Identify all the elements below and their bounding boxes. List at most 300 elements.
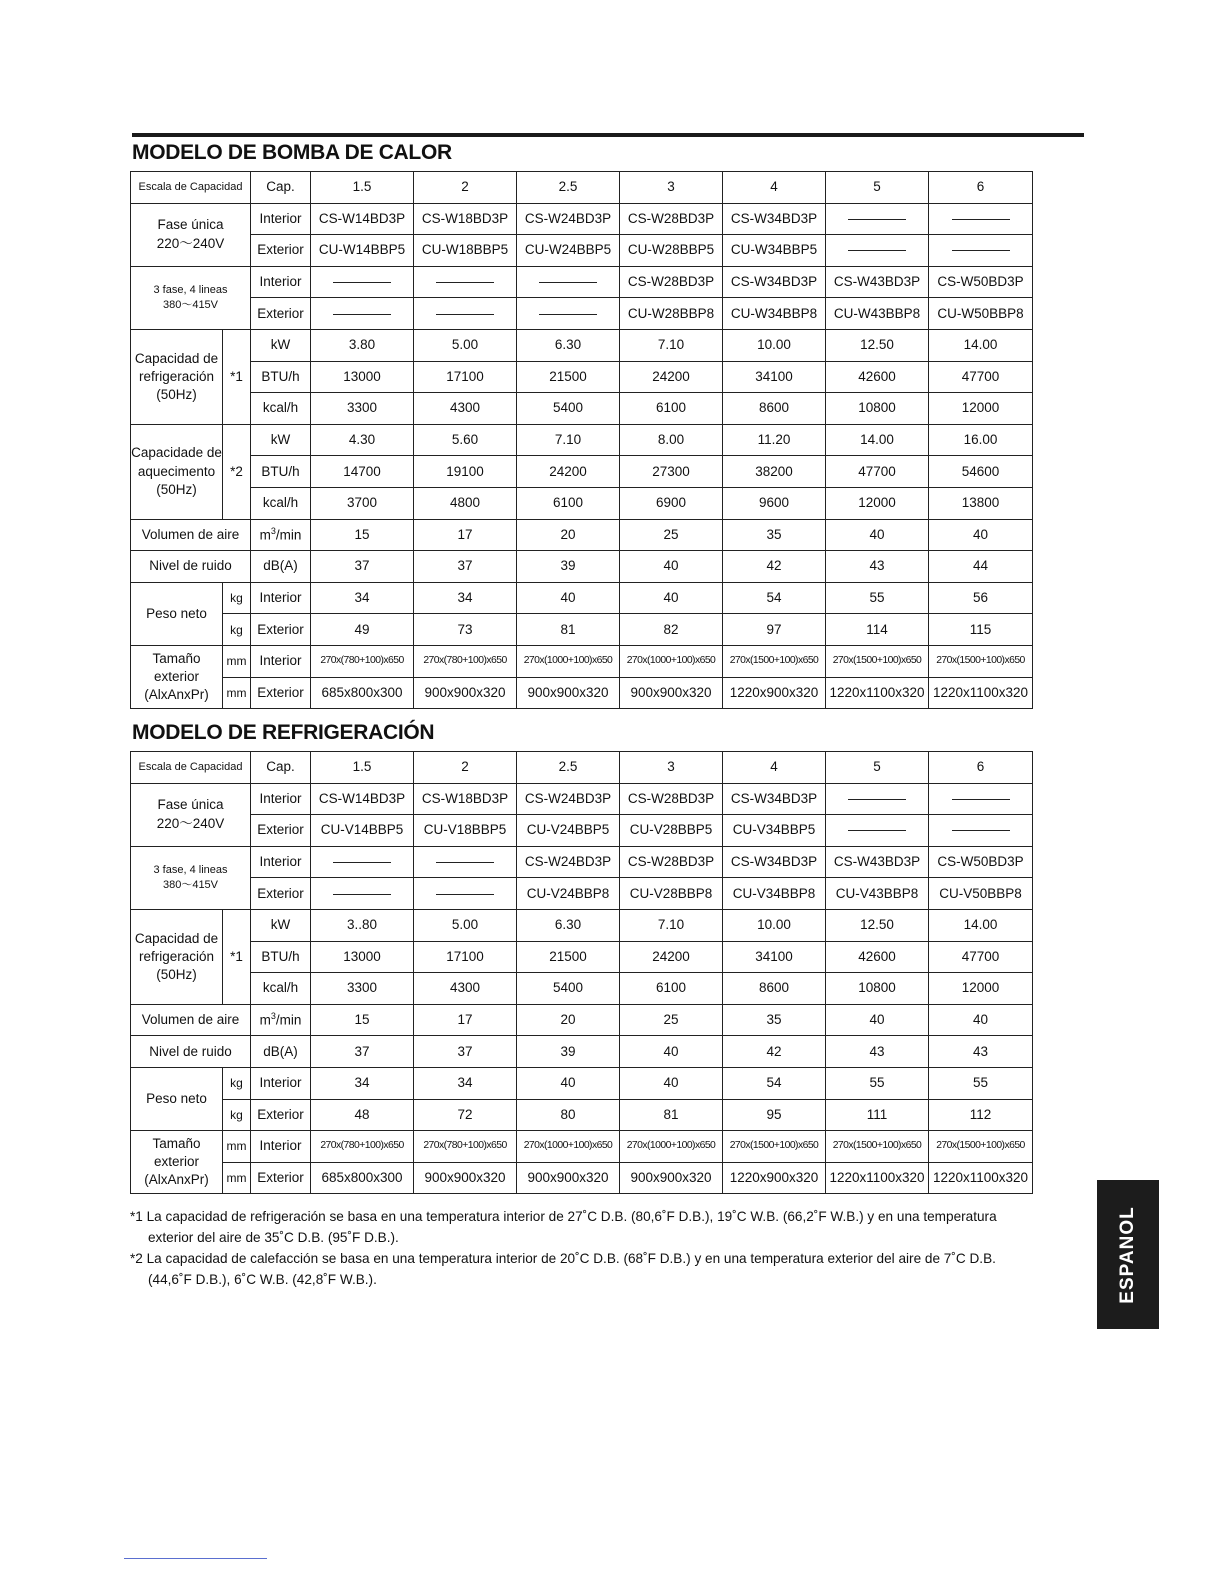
value-cell: CS-W24BD3P — [517, 846, 620, 878]
value-cell: 111 — [826, 1099, 929, 1131]
value-cell: 44 — [929, 551, 1033, 583]
air-volume-label: Volumen de aire — [131, 1004, 251, 1036]
value-cell: 14700 — [311, 456, 414, 488]
value-cell: CU-W14BBP5 — [311, 235, 414, 267]
value-cell: 81 — [620, 1099, 723, 1131]
table-row — [131, 1099, 1033, 1131]
footnote-1-line2: exterior del aire de 35˚C D.B. (95˚F D.B.). — [148, 1230, 399, 1245]
size-label-line1: Tamaño — [152, 650, 201, 666]
value-cell: 34 — [311, 582, 414, 614]
value-cell: CS-W50BD3P — [929, 846, 1033, 878]
dash-line — [848, 219, 906, 220]
value-cell: 54600 — [929, 456, 1033, 488]
value-cell: 270x(1000+100)x650 — [517, 1131, 620, 1163]
heat-pump-title: MODELO DE BOMBA DE CALOR — [132, 141, 452, 164]
dash-line — [436, 314, 494, 315]
value-cell: 1220x900x320 — [723, 1162, 826, 1194]
heating-label-line1: Capacidade de — [131, 445, 222, 461]
value-cell: 40 — [620, 582, 723, 614]
value-cell: 900x900x320 — [414, 1162, 517, 1194]
table-row — [131, 1162, 1033, 1194]
dash-line — [952, 219, 1010, 220]
value-cell: 82 — [620, 614, 723, 646]
cooling-only-spec-table — [130, 751, 1033, 1194]
exterior-label: Exterior — [251, 815, 311, 847]
empty-cell — [517, 298, 620, 330]
exterior-label: Exterior — [251, 614, 311, 646]
value-cell: CS-W24BD3P — [517, 783, 620, 815]
interior-label: Interior — [251, 266, 311, 298]
cap-label: Cap. — [251, 172, 311, 204]
value-cell: 47700 — [826, 456, 929, 488]
value-cell: CS-W14BD3P — [311, 203, 414, 235]
value-cell: 3.80 — [311, 329, 414, 361]
value-cell: 13800 — [929, 487, 1033, 519]
value-cell: 21500 — [517, 941, 620, 973]
cap-label: Cap. — [251, 752, 311, 784]
value-cell: CS-W43BD3P — [826, 266, 929, 298]
footnote-2-line1: *2 La capacidad de calefacción se basa en una temperatura interior de 20˚C D.B. (68˚F D.B.) y en una temperatura exterior del aire de 7˚C D.B. — [130, 1251, 996, 1266]
value-cell: 34 — [414, 582, 517, 614]
table-row — [131, 973, 1033, 1005]
value-cell: 37 — [311, 1036, 414, 1068]
exterior-label: Exterior — [251, 1162, 311, 1194]
value-cell: CU-W24BBP5 — [517, 235, 620, 267]
unit-label: kcal/h — [251, 487, 311, 519]
size-label-line3: (AlxAnxPr) — [144, 687, 209, 703]
value-cell: 54 — [723, 582, 826, 614]
value-cell: 55 — [826, 582, 929, 614]
unit-label: kW — [251, 909, 311, 941]
unit-label: kW — [251, 329, 311, 361]
empty-cell — [929, 203, 1033, 235]
dash-line — [952, 250, 1010, 251]
size-label-line3: (AlxAnxPr) — [144, 1172, 209, 1188]
value-cell: 900x900x320 — [620, 1162, 723, 1194]
value-cell: CU-W50BBP8 — [929, 298, 1033, 330]
table-row — [131, 614, 1033, 646]
capacity-value: 5 — [826, 172, 929, 204]
interior-label: Interior — [251, 1067, 311, 1099]
single-phase-line2: 220～240V — [156, 235, 225, 251]
air-unit-rest: /min — [275, 1012, 302, 1028]
value-cell: 72 — [414, 1099, 517, 1131]
empty-cell — [414, 878, 517, 910]
value-cell: 40 — [620, 551, 723, 583]
kg-unit: kg — [223, 1099, 251, 1131]
noise-unit: dB(A) — [251, 1036, 311, 1068]
capacity-scale-label: Escala de Capacidad — [131, 172, 251, 204]
value-cell: 270x(780+100)x650 — [414, 645, 517, 677]
exterior-label: Exterior — [251, 677, 311, 709]
value-cell: CU-V34BBP5 — [723, 815, 826, 847]
table-row — [131, 235, 1033, 267]
value-cell: 34 — [414, 1067, 517, 1099]
single-phase-line2: 220～240V — [156, 815, 225, 831]
value-cell: 685x800x300 — [311, 1162, 414, 1194]
capacity-value: 1.5 — [311, 172, 414, 204]
air-unit-base: m — [259, 1012, 271, 1028]
value-cell: 34100 — [723, 941, 826, 973]
value-cell: 270x(1000+100)x650 — [620, 645, 723, 677]
value-cell: 12000 — [929, 393, 1033, 425]
value-cell: 270x(1500+100)x650 — [929, 645, 1033, 677]
size-label-line2: exterior — [153, 668, 199, 684]
value-cell: 39 — [517, 1036, 620, 1068]
dash-line — [333, 314, 391, 315]
capacity-value: 2.5 — [517, 172, 620, 204]
outer-size-label — [131, 1131, 223, 1194]
table-row — [131, 1067, 1033, 1099]
value-cell: 14.00 — [826, 424, 929, 456]
three-phase-label — [131, 846, 251, 909]
value-cell: 12000 — [929, 973, 1033, 1005]
value-cell: 80 — [517, 1099, 620, 1131]
value-cell: CU-V50BBP8 — [929, 878, 1033, 910]
value-cell: CS-W24BD3P — [517, 203, 620, 235]
value-cell: CS-W34BD3P — [723, 846, 826, 878]
table-row — [131, 519, 1033, 551]
net-weight-label: Peso neto — [131, 582, 223, 645]
value-cell: CU-W28BBP5 — [620, 235, 723, 267]
value-cell: CU-V43BBP8 — [826, 878, 929, 910]
value-cell: 17 — [414, 519, 517, 551]
cooling-label-line3: (50Hz) — [156, 386, 197, 402]
heating-footnote-mark: *2 — [223, 424, 251, 519]
value-cell: 43 — [826, 1036, 929, 1068]
heating-capacity-label — [131, 424, 223, 519]
value-cell: CU-W34BBP8 — [723, 298, 826, 330]
value-cell: 97 — [723, 614, 826, 646]
value-cell: 112 — [929, 1099, 1033, 1131]
value-cell: 14.00 — [929, 329, 1033, 361]
value-cell: 270x(780+100)x650 — [414, 1131, 517, 1163]
value-cell: CS-W28BD3P — [620, 266, 723, 298]
value-cell: 10.00 — [723, 909, 826, 941]
table-row — [131, 878, 1033, 910]
value-cell: CU-W18BBP5 — [414, 235, 517, 267]
value-cell: 37 — [414, 1036, 517, 1068]
value-cell: 42600 — [826, 361, 929, 393]
value-cell: 15 — [311, 1004, 414, 1036]
interior-label: Interior — [251, 203, 311, 235]
dash-line — [436, 894, 494, 895]
value-cell: 20 — [517, 1004, 620, 1036]
value-cell: CU-V24BBP8 — [517, 878, 620, 910]
value-cell: 13000 — [311, 941, 414, 973]
value-cell: 270x(1500+100)x650 — [826, 1131, 929, 1163]
unit-label: kcal/h — [251, 973, 311, 1005]
empty-cell — [311, 266, 414, 298]
table-row — [131, 909, 1033, 941]
air-unit-sup: 3 — [270, 525, 276, 536]
three-phase-line1: 3 fase, 4 lineas — [153, 284, 228, 297]
value-cell: 19100 — [414, 456, 517, 488]
value-cell: 40 — [929, 1004, 1033, 1036]
air-unit-base: m — [259, 527, 271, 543]
value-cell: 40 — [620, 1036, 723, 1068]
value-cell: 42 — [723, 1036, 826, 1068]
value-cell: CS-W34BD3P — [723, 266, 826, 298]
value-cell: 25 — [620, 519, 723, 551]
value-cell: 48 — [311, 1099, 414, 1131]
value-cell: 37 — [311, 551, 414, 583]
value-cell: 7.10 — [620, 909, 723, 941]
language-side-tab — [1097, 1180, 1159, 1329]
value-cell: 11.20 — [723, 424, 826, 456]
cooling-footnote-mark: *1 — [223, 909, 251, 1004]
capacity-value: 5 — [826, 752, 929, 784]
dash-line — [333, 282, 391, 283]
empty-cell — [929, 235, 1033, 267]
value-cell: 270x(780+100)x650 — [311, 1131, 414, 1163]
footer-link-underline — [124, 1558, 267, 1559]
value-cell: CU-V28BBP5 — [620, 815, 723, 847]
value-cell: 5.00 — [414, 329, 517, 361]
value-cell: 12.50 — [826, 329, 929, 361]
value-cell: CS-W18BD3P — [414, 783, 517, 815]
value-cell: 55 — [929, 1067, 1033, 1099]
size-label-line2: exterior — [153, 1154, 199, 1170]
unit-label: kW — [251, 424, 311, 456]
capacity-scale-label: Escala de Capacidad — [131, 752, 251, 784]
capacity-value: 6 — [929, 172, 1033, 204]
table-row — [131, 361, 1033, 393]
table-row — [131, 752, 1033, 784]
dash-line — [333, 894, 391, 895]
value-cell: 10800 — [826, 973, 929, 1005]
single-phase-line1: Fase única — [157, 797, 224, 813]
noise-level-label: Nivel de ruido — [131, 551, 251, 583]
top-rule — [132, 133, 1084, 137]
value-cell: CS-W28BD3P — [620, 846, 723, 878]
footnote-2-line2: (44,6˚F D.B.), 6˚C W.B. (42,8˚F W.B.). — [148, 1272, 377, 1287]
value-cell: 1220x1100x320 — [826, 677, 929, 709]
table-row — [131, 487, 1033, 519]
value-cell: 10.00 — [723, 329, 826, 361]
value-cell: 5400 — [517, 393, 620, 425]
value-cell: 900x900x320 — [517, 677, 620, 709]
empty-cell — [517, 266, 620, 298]
value-cell: 47700 — [929, 941, 1033, 973]
value-cell: 6100 — [517, 487, 620, 519]
noise-unit: dB(A) — [251, 551, 311, 583]
value-cell: 3300 — [311, 973, 414, 1005]
unit-label: BTU/h — [251, 361, 311, 393]
value-cell: 25 — [620, 1004, 723, 1036]
value-cell: 3..80 — [311, 909, 414, 941]
value-cell: 24200 — [620, 361, 723, 393]
unit-label: BTU/h — [251, 456, 311, 488]
heat-pump-spec-table — [130, 171, 1033, 709]
cooling-label-line2: refrigeración — [138, 948, 215, 964]
table-row — [131, 393, 1033, 425]
exterior-label: Exterior — [251, 1099, 311, 1131]
value-cell: 12.50 — [826, 909, 929, 941]
dash-line — [952, 830, 1010, 831]
value-cell: 5.00 — [414, 909, 517, 941]
value-cell: 6900 — [620, 487, 723, 519]
noise-level-label: Nivel de ruido — [131, 1036, 251, 1068]
value-cell: 1220x1100x320 — [826, 1162, 929, 1194]
value-cell: 900x900x320 — [517, 1162, 620, 1194]
value-cell: 7.10 — [517, 424, 620, 456]
table-row — [131, 266, 1033, 298]
value-cell: 34 — [311, 1067, 414, 1099]
value-cell: CU-V28BBP8 — [620, 878, 723, 910]
value-cell: 55 — [826, 1067, 929, 1099]
table-row — [131, 645, 1033, 677]
value-cell: CU-W43BBP8 — [826, 298, 929, 330]
value-cell: 43 — [826, 551, 929, 583]
footnote-1-line1: *1 La capacidad de refrigeración se basa en una temperatura interior de 27˚C D.B. (80,6˚F D.B.), 19˚C W.B. (66,2˚F W.B.) y en una temperatura — [130, 1209, 997, 1224]
dash-line — [848, 250, 906, 251]
value-cell: 35 — [723, 519, 826, 551]
value-cell: 37 — [414, 551, 517, 583]
footnote-1 — [130, 1206, 1090, 1248]
value-cell: 1220x1100x320 — [929, 1162, 1033, 1194]
kg-unit: kg — [223, 614, 251, 646]
capacity-value: 6 — [929, 752, 1033, 784]
table-row — [131, 456, 1033, 488]
value-cell: 24200 — [517, 456, 620, 488]
value-cell: CS-W34BD3P — [723, 203, 826, 235]
value-cell: 35 — [723, 1004, 826, 1036]
value-cell: 4300 — [414, 393, 517, 425]
capacity-value: 3 — [620, 752, 723, 784]
capacity-value: 2 — [414, 172, 517, 204]
value-cell: 40 — [929, 519, 1033, 551]
value-cell: 1220x900x320 — [723, 677, 826, 709]
dash-line — [848, 799, 906, 800]
value-cell: 7.10 — [620, 329, 723, 361]
value-cell: CU-V24BBP5 — [517, 815, 620, 847]
value-cell: 8600 — [723, 393, 826, 425]
outer-size-label — [131, 645, 223, 708]
three-phase-line1: 3 fase, 4 lineas — [153, 864, 228, 877]
interior-label: Interior — [251, 645, 311, 677]
three-phase-line2: 380～415V — [162, 298, 219, 311]
table-row — [131, 815, 1033, 847]
value-cell: CS-W43BD3P — [826, 846, 929, 878]
value-cell: 6.30 — [517, 909, 620, 941]
value-cell: 4800 — [414, 487, 517, 519]
capacity-value: 1.5 — [311, 752, 414, 784]
mm-unit: mm — [223, 1131, 251, 1163]
empty-cell — [929, 783, 1033, 815]
unit-label: BTU/h — [251, 941, 311, 973]
value-cell: 1220x1100x320 — [929, 677, 1033, 709]
value-cell: 42 — [723, 551, 826, 583]
value-cell: 270x(1000+100)x650 — [620, 1131, 723, 1163]
interior-label: Interior — [251, 846, 311, 878]
value-cell: 15 — [311, 519, 414, 551]
mm-unit: mm — [223, 645, 251, 677]
air-volume-label: Volumen de aire — [131, 519, 251, 551]
value-cell: 900x900x320 — [620, 677, 723, 709]
value-cell: 685x800x300 — [311, 677, 414, 709]
empty-cell — [311, 298, 414, 330]
value-cell: 73 — [414, 614, 517, 646]
value-cell: CS-W14BD3P — [311, 783, 414, 815]
value-cell: 3300 — [311, 393, 414, 425]
table-row — [131, 941, 1033, 973]
value-cell: CS-W18BD3P — [414, 203, 517, 235]
heating-label-line2: aquecimento — [137, 463, 216, 479]
cooling-label-line3: (50Hz) — [156, 966, 197, 982]
language-side-tab-label: ESPANOL — [1117, 1205, 1138, 1304]
empty-cell — [414, 266, 517, 298]
capacity-value: 4 — [723, 172, 826, 204]
value-cell: 43 — [929, 1036, 1033, 1068]
single-phase-label — [131, 203, 251, 266]
empty-cell — [929, 815, 1033, 847]
value-cell: 42600 — [826, 941, 929, 973]
empty-cell — [414, 298, 517, 330]
kg-unit: kg — [223, 1067, 251, 1099]
air-unit-sup: 3 — [270, 1011, 276, 1022]
value-cell: 10800 — [826, 393, 929, 425]
value-cell: CU-V34BBP8 — [723, 878, 826, 910]
single-phase-line1: Fase única — [157, 217, 224, 233]
value-cell: 270x(1500+100)x650 — [929, 1131, 1033, 1163]
table-row — [131, 1131, 1033, 1163]
mm-unit: mm — [223, 1162, 251, 1194]
value-cell: 47700 — [929, 361, 1033, 393]
size-label-line1: Tamaño — [152, 1135, 201, 1151]
value-cell: CU-V14BBP5 — [311, 815, 414, 847]
table-row — [131, 172, 1033, 204]
table-row — [131, 783, 1033, 815]
value-cell: 12000 — [826, 487, 929, 519]
value-cell: CU-W34BBP5 — [723, 235, 826, 267]
exterior-label: Exterior — [251, 235, 311, 267]
value-cell: 6100 — [620, 393, 723, 425]
kg-unit: kg — [223, 582, 251, 614]
table-row — [131, 298, 1033, 330]
three-phase-line2: 380～415V — [162, 878, 219, 891]
value-cell: 270x(780+100)x650 — [311, 645, 414, 677]
interior-label: Interior — [251, 1131, 311, 1163]
value-cell: 6100 — [620, 973, 723, 1005]
empty-cell — [826, 815, 929, 847]
value-cell: 40 — [517, 582, 620, 614]
capacity-value: 2.5 — [517, 752, 620, 784]
table-row — [131, 846, 1033, 878]
cooling-only-table-body — [131, 752, 1033, 1194]
value-cell: 54 — [723, 1067, 826, 1099]
dash-line — [539, 314, 597, 315]
value-cell: CU-W28BBP8 — [620, 298, 723, 330]
net-weight-label: Peso neto — [131, 1067, 223, 1130]
value-cell: 20 — [517, 519, 620, 551]
value-cell: 4300 — [414, 973, 517, 1005]
dash-line — [539, 282, 597, 283]
empty-cell — [826, 783, 929, 815]
single-phase-label — [131, 783, 251, 846]
table-row — [131, 329, 1033, 361]
table-row — [131, 203, 1033, 235]
heating-label-line3: (50Hz) — [156, 481, 197, 497]
value-cell: CS-W28BD3P — [620, 203, 723, 235]
value-cell: 27300 — [620, 456, 723, 488]
value-cell: 40 — [826, 519, 929, 551]
footnote-2 — [130, 1248, 1090, 1290]
table-row — [131, 551, 1033, 583]
table-row — [131, 1004, 1033, 1036]
cooling-footnote-mark: *1 — [223, 329, 251, 424]
value-cell: 9600 — [723, 487, 826, 519]
